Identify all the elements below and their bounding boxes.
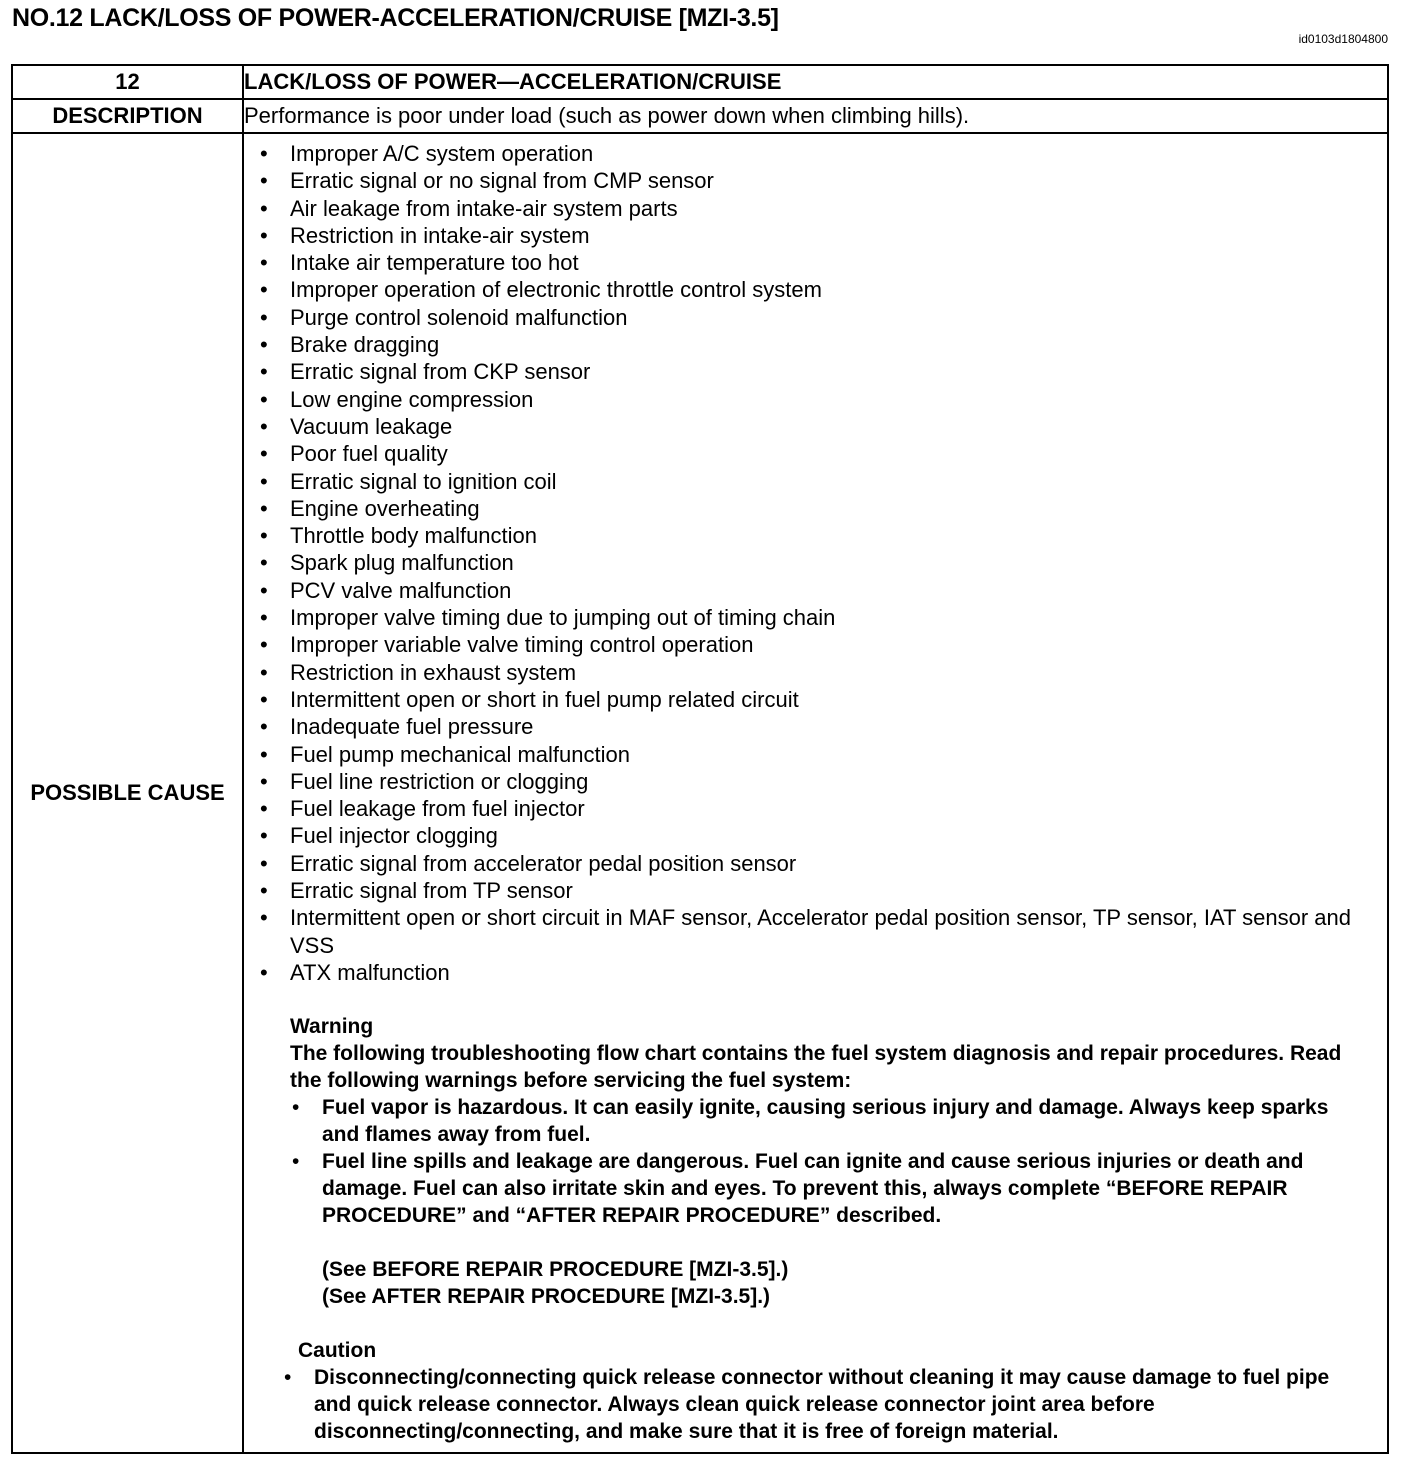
list-item: • Erratic signal from accelerator pedal position sensor xyxy=(244,850,1387,877)
warning-heading: Warning xyxy=(290,1015,374,1039)
see-references xyxy=(322,1256,1367,1310)
list-item: • Erratic signal from TP sensor xyxy=(244,877,1387,904)
list-item: • Improper A/C system operation xyxy=(244,140,1387,167)
see-before-repair-link[interactable]: (See BEFORE REPAIR PROCEDURE [MZI-3.5].) xyxy=(322,1258,789,1282)
description-row xyxy=(12,99,1388,133)
list-item: • Improper valve timing due to jumping out of timing chain xyxy=(244,604,1387,631)
list-item: • Engine overheating xyxy=(244,495,1387,522)
list-item: • Spark plug malfunction xyxy=(244,549,1387,576)
list-item: • Fuel line restriction or clogging xyxy=(244,768,1387,795)
list-item: • Intermittent open or short in fuel pump related circuit xyxy=(244,686,1387,713)
list-item: • Fuel vapor is hazardous. It can easily ignite, causing serious injury and damage. Always keep sparks and flames away from fuel. xyxy=(290,1094,1367,1148)
troubleshooting-table xyxy=(11,64,1389,1454)
possible-cause-label: POSSIBLE CAUSE xyxy=(12,133,243,1453)
list-item: • Restriction in exhaust system xyxy=(244,659,1387,686)
list-item: • ATX malfunction xyxy=(244,959,1387,986)
see-after-repair-link[interactable]: (See AFTER REPAIR PROCEDURE [MZI-3.5].) xyxy=(322,1285,771,1309)
list-item: • Erratic signal from CKP sensor xyxy=(244,358,1387,385)
symptom-number: 12 xyxy=(12,65,243,99)
list-item: • Purge control solenoid malfunction xyxy=(244,304,1387,331)
list-item: • Intermittent open or short circuit in MAF sensor, Accelerator pedal position sensor, TP sensor, IAT sensor and VSS xyxy=(244,904,1387,959)
caution-block xyxy=(298,1337,1367,1445)
document-id: id0103d1804800 xyxy=(1298,32,1388,46)
list-item: • Air leakage from intake-air system parts xyxy=(244,195,1387,222)
list-item: • Restriction in intake-air system xyxy=(244,222,1387,249)
list-item: • Erratic signal or no signal from CMP sensor xyxy=(244,167,1387,194)
list-item: • Poor fuel quality xyxy=(244,440,1387,467)
list-item: • Fuel leakage from fuel injector xyxy=(244,795,1387,822)
list-item: • Brake dragging xyxy=(244,331,1387,358)
table-header-row xyxy=(12,65,1388,99)
description-label: DESCRIPTION xyxy=(12,99,243,133)
list-item: • Throttle body malfunction xyxy=(244,522,1387,549)
list-item: • PCV valve malfunction xyxy=(244,577,1387,604)
page-title: NO.12 LACK/LOSS OF POWER-ACCELERATION/CRUISE [MZI-3.5] xyxy=(12,4,779,32)
caution-heading: Caution xyxy=(298,1339,377,1363)
list-item: • Improper operation of electronic throttle control system xyxy=(244,276,1387,303)
warning-list xyxy=(290,1094,1367,1229)
warning-block xyxy=(290,1013,1367,1310)
list-item: • Improper variable valve timing control operation xyxy=(244,631,1387,658)
list-item: • Fuel pump mechanical malfunction xyxy=(244,741,1387,768)
possible-cause-content xyxy=(243,133,1388,1453)
warning-intro: The following troubleshooting flow chart contains the fuel system diagnosis and repair procedures. Read the following warnings before servicing the fuel system: xyxy=(290,1042,1342,1093)
symptom-title: LACK/LOSS OF POWER—ACCELERATION/CRUISE xyxy=(243,65,1388,99)
list-item: • Fuel injector clogging xyxy=(244,822,1387,849)
list-item: • Disconnecting/connecting quick release connector without cleaning it may cause damage to fuel pipe and quick release connector. Always clean quick release connector joint area before disconnecting/connecting, and make sure that it is free of foreign material. xyxy=(290,1364,1367,1445)
list-item: • Vacuum leakage xyxy=(244,413,1387,440)
list-item: • Erratic signal to ignition coil xyxy=(244,468,1387,495)
caution-list xyxy=(290,1364,1367,1445)
list-item: • Fuel line spills and leakage are dangerous. Fuel can ignite and cause serious injuries or death and damage. Fuel can also irritate skin and eyes. To prevent this, always complete “BEFORE REPAIR PROCEDURE” and “AFTER REPAIR PROCEDURE” described. xyxy=(290,1148,1367,1229)
description-text: Performance is poor under load (such as power down when climbing hills). xyxy=(243,99,1388,133)
list-item: • Low engine compression xyxy=(244,386,1387,413)
list-item: • Inadequate fuel pressure xyxy=(244,713,1387,740)
cause-list xyxy=(244,134,1387,986)
possible-cause-row xyxy=(12,133,1388,1453)
list-item: • Intake air temperature too hot xyxy=(244,249,1387,276)
